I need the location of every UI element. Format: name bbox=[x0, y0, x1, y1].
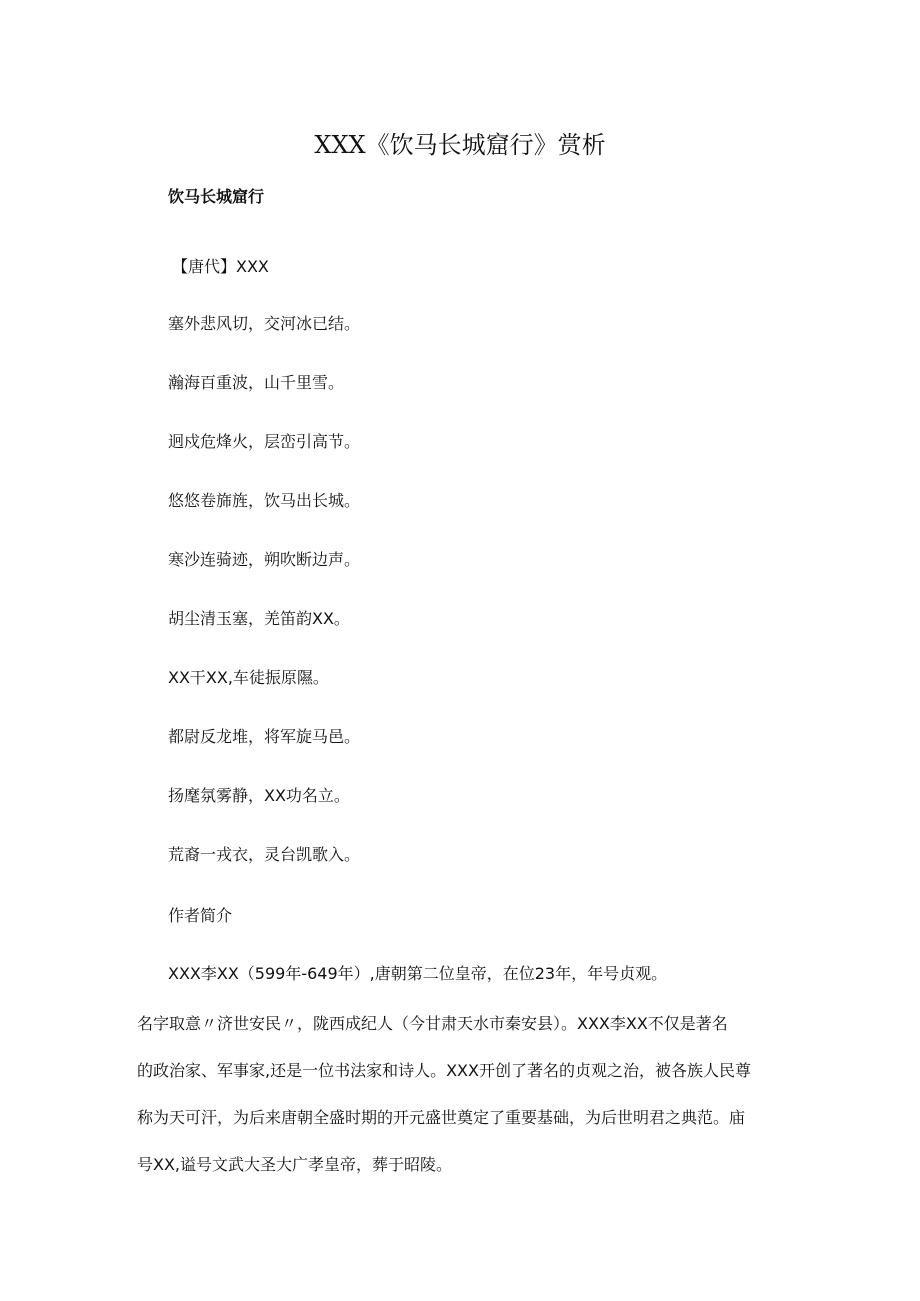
poem-verse: 瀚海百重波，山千里雪。 bbox=[168, 373, 345, 392]
poem-verse: 都尉反龙堆，将军旋马邑。 bbox=[168, 727, 361, 746]
poem-verse: 胡尘清玉塞，羌笛韵XX。 bbox=[168, 609, 350, 628]
poem-verse: XX干XX,车徒振原隰。 bbox=[168, 668, 329, 687]
poem-verse: 塞外悲风切，交河冰已结。 bbox=[168, 314, 361, 333]
bio-line: 的政治家、军事家,还是一位书法家和诗人。XXX开创了著名的贞观之治，被各族人民尊 bbox=[137, 1061, 751, 1080]
author-intro-heading: 作者简介 bbox=[168, 906, 233, 925]
poem-author-line: 【唐代】XXX bbox=[172, 257, 269, 276]
poem-title: 饮马长城窟行 bbox=[168, 187, 265, 206]
poem-verse: 悠悠卷旆旌，饮马出长城。 bbox=[168, 491, 361, 510]
document-title: XXX《饮马长城窟行》赏析 bbox=[314, 131, 606, 159]
bio-line: 名字取意〃济世安民〃，陇西成纪人（今甘肃天水市秦安县）。XXX李XX不仅是著名 bbox=[137, 1014, 728, 1033]
bio-line: XXX李XX（599年-649年）,唐朝第二位皇帝，在位23年，年号贞观。 bbox=[168, 964, 668, 983]
bio-line: 称为天可汗，为后来唐朝全盛时期的开元盛世奠定了重要基础，为后世明君之典范。庙 bbox=[137, 1108, 746, 1127]
poem-verse: 寒沙连骑迹，朔吹断边声。 bbox=[168, 550, 361, 569]
poem-verse: 荒裔一戎衣，灵台凯歌入。 bbox=[168, 845, 361, 864]
poem-verse: 迥戍危烽火，层峦引高节。 bbox=[168, 432, 361, 451]
author-bio bbox=[137, 962, 789, 1200]
poem-verse: 扬麾氛雾静，XX功名立。 bbox=[168, 786, 350, 805]
bio-line: 号XX,谥号文武大圣大广孝皇帝，葬于昭陵。 bbox=[137, 1155, 453, 1174]
poem-verses bbox=[168, 312, 360, 902]
